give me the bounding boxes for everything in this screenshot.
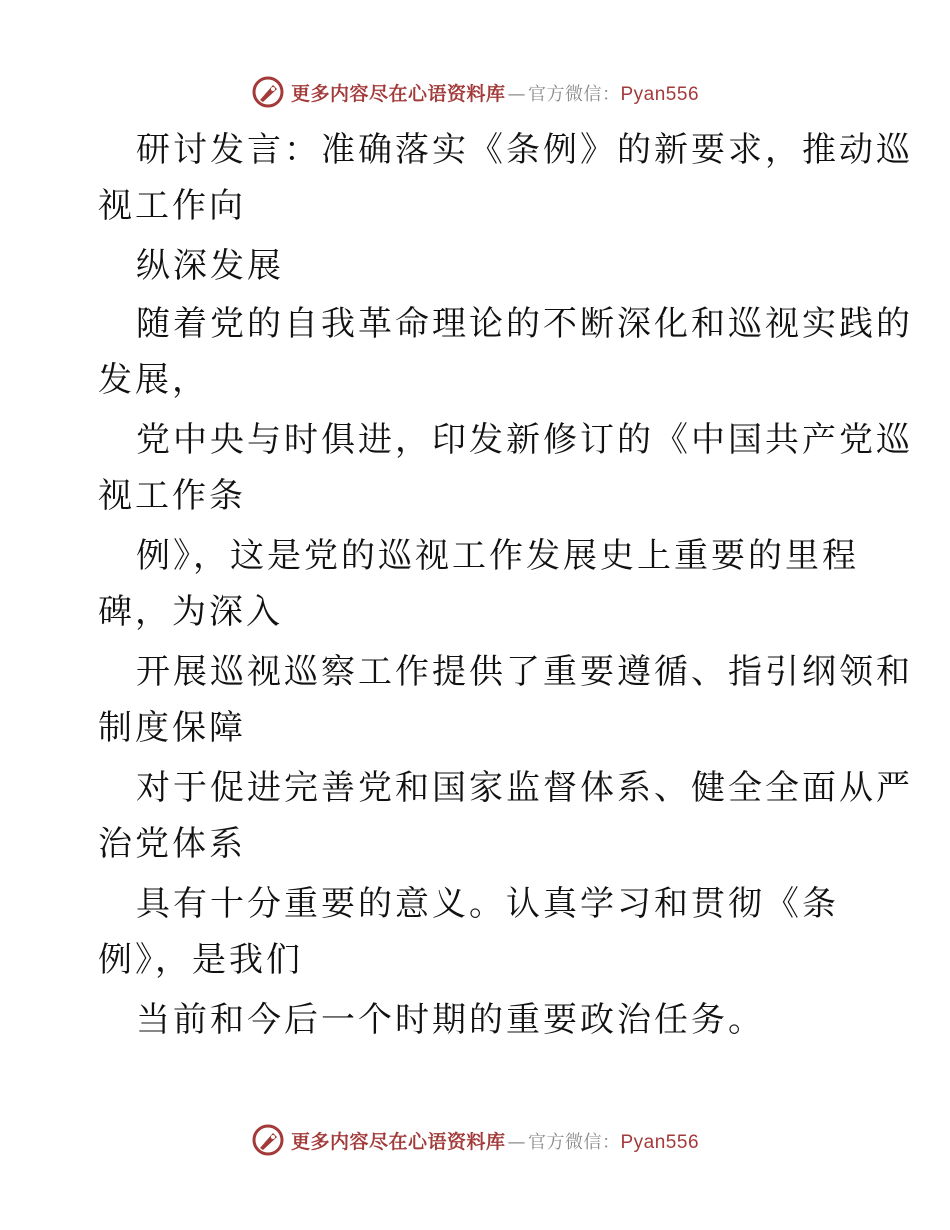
text-line: 例》，这是党的巡视工作发展史上重要的里程	[136, 536, 859, 576]
text-line: 随着党的自我革命理论的不断深化和巡视实践的	[136, 304, 913, 344]
pen-nib-circle-icon	[251, 75, 285, 109]
banner-dash: —	[507, 83, 526, 105]
text-line: 视工作条	[98, 476, 246, 516]
text-line: 碑，为深入	[98, 592, 283, 632]
text-line: 治党体系	[98, 824, 246, 864]
text-line: 当前和今后一个时期的重要政治任务。	[136, 1000, 765, 1040]
text-line: 开展巡视巡察工作提供了重要遵循、指引纲领和	[136, 652, 913, 692]
banner-wechat-id: Pyan556	[620, 1131, 700, 1153]
text-line: 对于促进完善党和国家监督体系、健全全面从严	[136, 768, 913, 808]
banner-wechat-id: Pyan556	[620, 83, 700, 105]
text-line: 具有十分重要的意义。认真学习和贯彻《条	[136, 884, 839, 924]
text-line: 党中央与时俱进，印发新修订的《中国共产党巡	[136, 420, 913, 460]
banner-official-label: 官方微信：	[528, 1131, 621, 1153]
banner-text	[291, 1127, 699, 1154]
pen-nib-circle-icon	[251, 1123, 285, 1157]
text-line: 研讨发言：准确落实《条例》的新要求，推动巡	[136, 130, 913, 170]
banner-text	[291, 79, 699, 106]
header-banner	[0, 72, 950, 112]
text-line: 纵深发展	[136, 246, 284, 286]
banner-main-text: 更多内容尽在心语资料库	[290, 82, 506, 105]
text-line: 发展，	[98, 360, 209, 400]
footer-banner	[0, 1120, 950, 1160]
banner-dash: —	[507, 1131, 526, 1153]
banner-main-text: 更多内容尽在心语资料库	[290, 1130, 506, 1153]
text-line: 制度保障	[98, 708, 246, 748]
text-line: 视工作向	[98, 186, 246, 226]
text-line: 例》，是我们	[98, 940, 303, 980]
banner-official-label: 官方微信：	[528, 83, 621, 105]
